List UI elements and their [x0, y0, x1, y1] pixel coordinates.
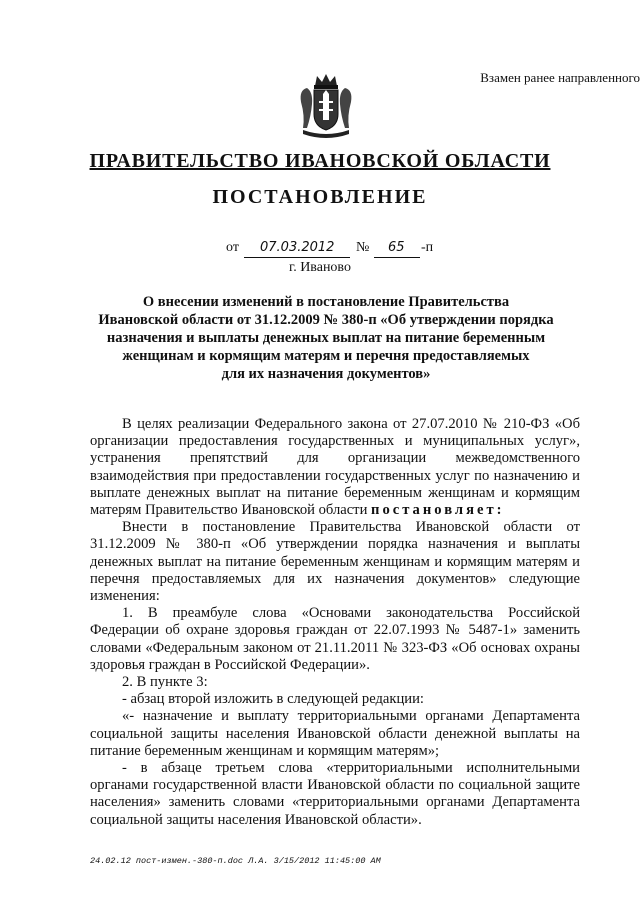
government-name: ПРАВИТЕЛЬСТВО ИВАНОВСКОЙ ОБЛАСТИ	[89, 150, 551, 172]
decree-date: 07.03.2012	[260, 240, 335, 255]
decree-body	[90, 416, 580, 829]
body-paragraph: - в абзаце третьем слова «территориальными исполнительными органами государственной власти Ивановской области по социальной защите населения» заменить словами «территориальными органами Департамента социальной защиты населения Ивановской области».	[90, 760, 580, 828]
body-paragraph: «- назначение и выплату территориальными органами Департамента социальной защиты населения Ивановской области денежной выплаты на питание беременным женщинам и кормящим матерям»;	[90, 708, 580, 759]
title-line: для их назначения документов»	[221, 366, 431, 382]
title-line: женщинам и кормящим матерям и перечня предоставляемых	[122, 348, 530, 364]
title-line: назначения и выплаты денежных выплат на питание беременным	[106, 330, 546, 346]
title-line: О внесении изменений в постановление Правительства	[142, 294, 510, 310]
number-sign: №	[356, 240, 370, 255]
header-note: Взамен ранее направленного	[480, 70, 640, 85]
decides-keyword: постановляет:	[371, 502, 505, 519]
number-suffix: -п	[421, 240, 434, 255]
body-paragraph: 2. В пункте 3:	[122, 674, 208, 691]
body-paragraph: Внести в постановление Правительства Ивановской области от 31.12.2009 № 380-п «Об утверждении порядка назначения и выплаты денежных выплат на питание беременным женщинам и кормящим матерям и перечня предоставляемых для их назначения документов» следующие изменения:	[90, 519, 580, 605]
title-line: Ивановской области от 31.12.2009 № 380-п «Об утверждении порядка	[98, 312, 554, 328]
file-footer: 24.02.12 пост-измен.-380-п.doc Л.А. 3/15/2012 11:45:00 AM	[90, 856, 381, 866]
document-type: ПОСТАНОВЛЕНИЕ	[212, 186, 428, 208]
decree-title	[90, 293, 562, 383]
decree-number: 65	[388, 240, 405, 255]
dateline-prefix: от	[226, 240, 239, 255]
preamble-text: В целях реализации Федерального закона от 27.07.2010 № 210-ФЗ «Об организации предоставления государственных и муниципальных услуг», устранения препятствий для организации межведомственного взаимодействия при предоставлении государственных услуг по назначению и выплате денежных выплат на питание беременным женщинам и кормящим матерям Правительство Ивановской области	[90, 416, 580, 519]
body-paragraph: - абзац второй изложить в следующей редакции:	[122, 691, 424, 708]
coat-of-arms-emblem	[297, 72, 355, 138]
body-paragraph: 1. В преамбуле слова «Основами законодательства Российской Федерации об охране здоровья граждан от 22.07.1993 № 5487-1» заменить словами «Федеральным законом от 21.11.2011 № 323-ФЗ «Об основах охраны здоровья граждан в Российской Федерации».	[90, 605, 580, 673]
preamble-paragraph	[90, 416, 580, 519]
city-name: г. Иваново	[289, 260, 351, 275]
